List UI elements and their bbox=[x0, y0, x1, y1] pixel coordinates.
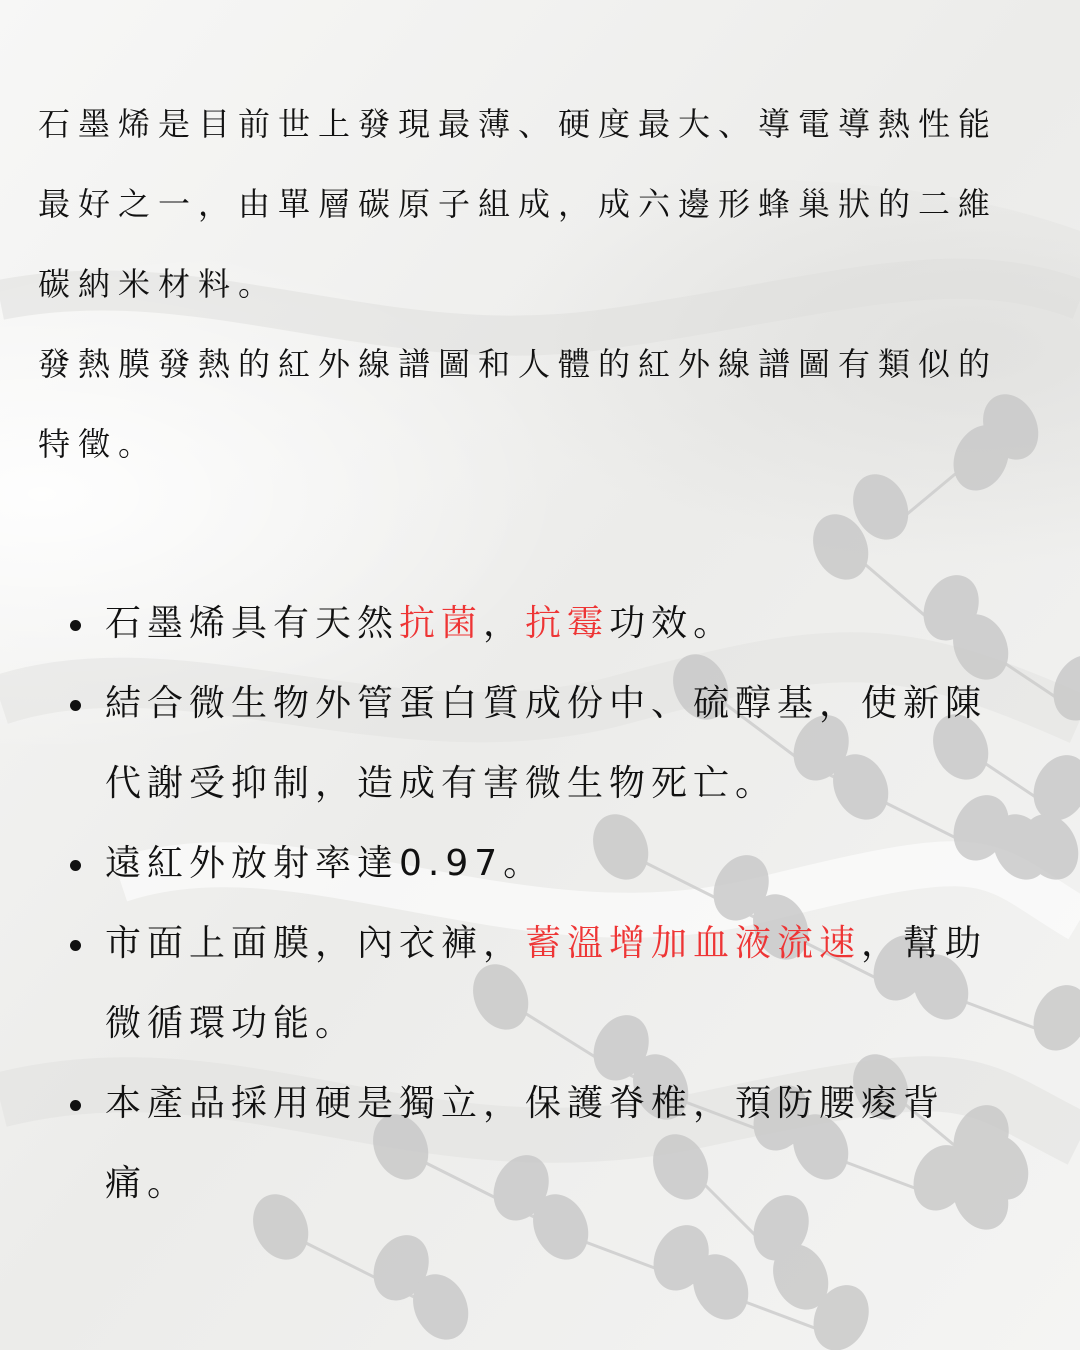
bullet-dot-icon bbox=[70, 940, 81, 951]
highlighted-text: 抗菌 bbox=[399, 603, 484, 644]
bullet-text: 新陳代謝受抑制，造成有害微生物死亡。 bbox=[105, 683, 988, 804]
bullet-text: 石墨烯具有天然 bbox=[105, 603, 400, 644]
bullet-text: 功效。 bbox=[609, 603, 736, 644]
feature-list-item bbox=[60, 664, 1020, 824]
bullet-text: 結合微生物外管蛋白質成份中、硫醇基，使 bbox=[105, 683, 904, 724]
feature-list-item bbox=[60, 824, 1020, 904]
feature-list-item bbox=[60, 1064, 1020, 1224]
highlighted-text: 蓄溫增加血液流速 bbox=[525, 923, 862, 964]
bullet-text: 市面上面膜，內衣褲， bbox=[105, 923, 526, 964]
bullet-dot-icon bbox=[70, 860, 81, 871]
bullet-text: 遠紅外放射率達0.97。 bbox=[105, 843, 546, 884]
feature-list-item bbox=[60, 584, 1020, 664]
bullet-dot-icon bbox=[70, 1100, 81, 1111]
feature-list-item bbox=[60, 904, 1020, 1064]
feature-bullet-list bbox=[60, 584, 1020, 1224]
bullet-dot-icon bbox=[70, 700, 81, 711]
intro-paragraph-infrared: 發熱膜發熱的紅外線譜圖和人體的紅外線譜圖有類似的特徵。 bbox=[38, 345, 999, 463]
intro-section bbox=[38, 84, 1028, 484]
bullet-text: ， bbox=[483, 603, 526, 644]
bullet-dot-icon bbox=[70, 620, 81, 631]
intro-paragraph-graphene: 石墨烯是目前世上發現最薄、硬度最大、導電導熱性能最好之一，由單層碳原子組成，成六邊形蜂巢狀的二維碳納米材料。 bbox=[38, 105, 999, 303]
bullet-text: 幫助微循環功能。 bbox=[105, 923, 988, 1044]
bullet-text: 背痛。 bbox=[105, 1083, 946, 1204]
highlighted-text: 抗霉 bbox=[525, 603, 610, 644]
bullet-text: 本產品採用硬是獨立，保護脊椎，預防腰痠 bbox=[105, 1083, 904, 1124]
bullet-text: ， bbox=[861, 923, 904, 964]
